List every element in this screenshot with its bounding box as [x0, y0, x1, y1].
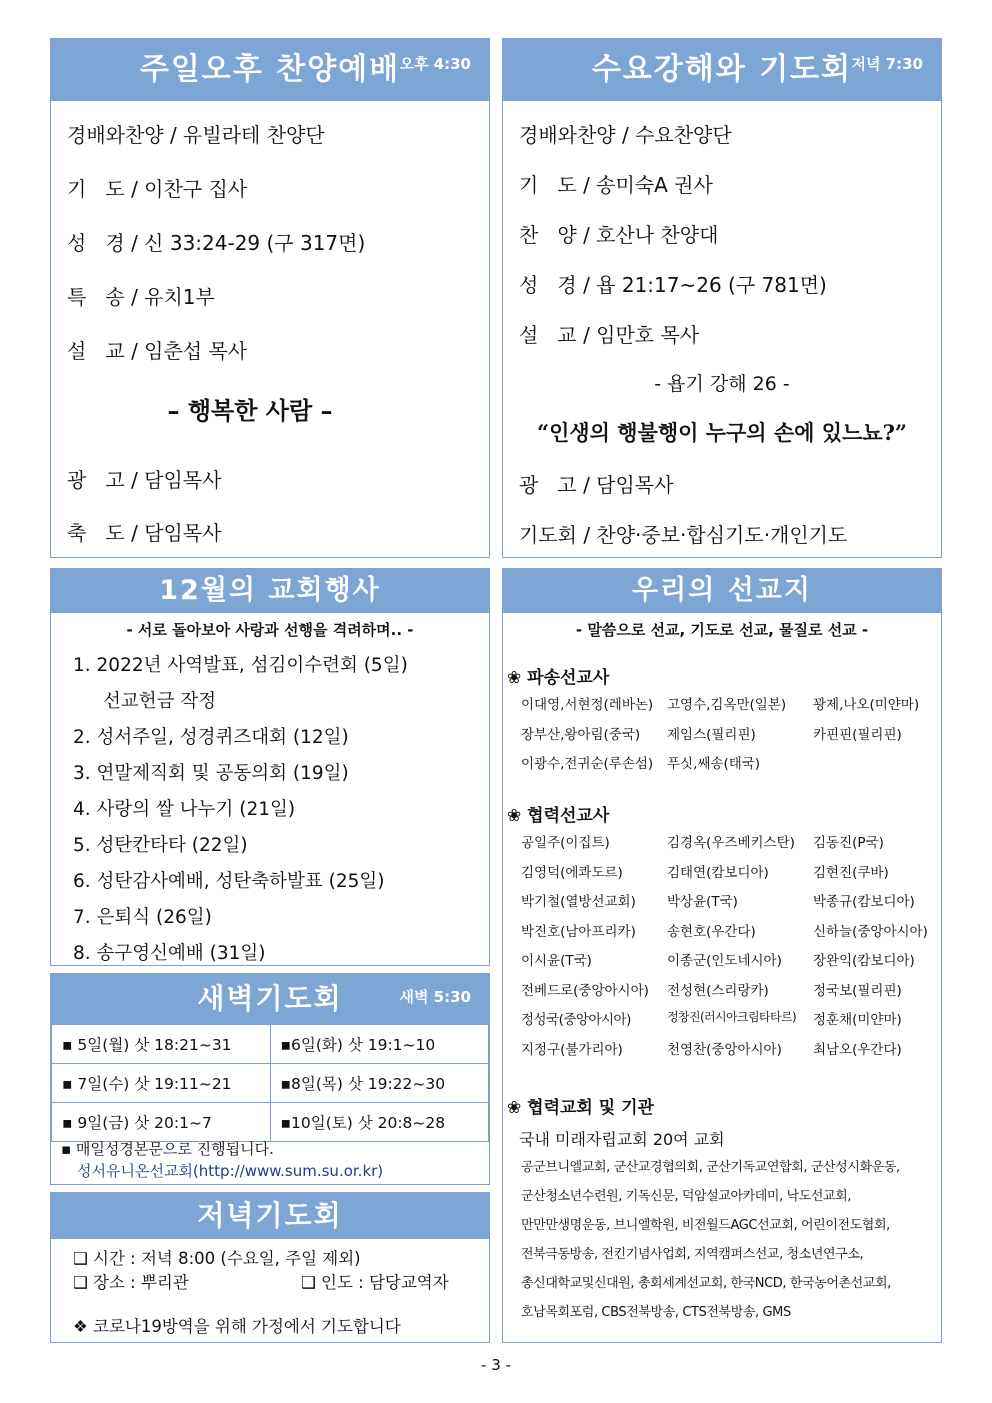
partner-orgs-label: ❀ 협력교회 및 기관 — [507, 1098, 654, 1118]
dawn-prayer-header — [51, 974, 489, 1024]
table-row: 전베드로(중앙아시아) 전성현(스리랑카) 정국보(필리핀) — [521, 982, 902, 999]
sunday-service-header — [51, 39, 489, 101]
sunday-row-special: 특 송 / 유치1부 — [67, 285, 215, 309]
list-item: 전북극동방송, 전킨기념사업회, 지역캠퍼스선교, 청소년연구소, — [521, 1247, 864, 1262]
evening-prayer-title: 저녁기도회 — [197, 1199, 343, 1232]
table-row — [52, 1103, 489, 1142]
evening-time: ❑ 시간 : 저녁 8:00 (수요일, 주일 제외) — [73, 1249, 361, 1268]
dawn-note: ▪ 매일성경본문으로 진행됩니다. — [61, 1140, 274, 1158]
table-row: 정성국(중앙아시아) 정창진(러시아크림타타르) 정훈채(미얀마) — [521, 1010, 902, 1028]
wednesday-service-title: 수요강해와 기도회 — [591, 52, 853, 87]
wednesday-row-prayer-meeting: 기도회 / 찬양·중보·합심기도·개인기도 — [519, 523, 848, 547]
table-row: 이대영,서현정(레바논) 고영수,김옥만(일본) 꽝제,나오(미얀마) — [521, 697, 920, 713]
dawn-prayer-box — [50, 973, 490, 1185]
evening-prayer-header — [51, 1193, 489, 1239]
evening-covid-note: ❖ 코로나19방역을 위해 가정에서 기도합니다 — [73, 1317, 401, 1336]
table-cell: ▪ 9일(금) 삿 20:1~7 — [52, 1103, 271, 1142]
table-row: 박진호(남아프리카) 송현호(우간다) 신하늘(중앙아시아) — [521, 923, 928, 940]
list-item: 7. 은퇴식 (26일) — [73, 907, 212, 928]
list-item: 8. 송구영신예배 (31일) — [73, 943, 266, 964]
wednesday-series: - 욥기 강해 26 - — [654, 373, 790, 395]
list-item: 총신대학교및신대원, 총회세계선교회, 한국NCD, 한국농어촌선교회, — [521, 1276, 891, 1291]
wednesday-service-box — [502, 38, 942, 558]
missions-header — [503, 569, 941, 613]
table-cell: ▪ 7일(수) 삿 19:11~21 — [52, 1064, 271, 1103]
events-subtitle: - 서로 돌아보아 사랑과 선행을 격려하며.. - — [126, 621, 414, 639]
list-item: 5. 성탄칸타타 (22일) — [73, 835, 248, 856]
list-item: 만만만생명운동, 브니엘학원, 비전월드AGC선교회, 어린이전도협회, — [521, 1218, 890, 1233]
sunday-service-title: 주일오후 찬양예배 — [139, 52, 401, 87]
wednesday-row-scripture: 성 경 / 욥 21:17~26 (구 781면) — [519, 273, 827, 297]
dawn-prayer-title: 새벽기도회 — [197, 982, 343, 1015]
list-item: 2. 성서주일, 성경퀴즈대회 (12일) — [73, 727, 349, 748]
wednesday-row-prayer: 기 도 / 송미숙A 권사 — [519, 173, 713, 197]
table-cell: ▪8일(목) 삿 19:22~30 — [270, 1064, 489, 1103]
table-row — [52, 1025, 489, 1064]
table-cell: ▪10일(토) 삿 20:8~28 — [270, 1103, 489, 1142]
wednesday-row-praise: 경배와찬양 / 수요찬양단 — [519, 123, 732, 147]
page-number: - 3 - — [481, 1356, 511, 1374]
table-row: 박기철(열방선교회) 박상윤(T국) 박종규(캄보디아) — [521, 894, 915, 910]
sunday-service-box — [50, 38, 490, 558]
coop-missionaries-label: ❀ 협력선교사 — [507, 806, 610, 826]
wednesday-row-notice: 광 고 / 담임목사 — [519, 473, 674, 497]
dawn-link[interactable]: 성서유니온선교회(http://www.sum.su.or.kr) — [77, 1162, 384, 1180]
list-item: 1. 2022년 사역발표, 섬김이수련회 (5일) 선교헌금 작정 — [73, 655, 408, 712]
sunday-service-time: 오후 4:30 — [399, 55, 471, 73]
coop-missionaries-grid — [521, 831, 959, 1067]
sunday-row-benediction: 축 도 / 담임목사 — [67, 521, 222, 545]
events-list — [51, 648, 489, 972]
list-item: 3. 연말제직회 및 공동의회 (19일) — [73, 763, 349, 784]
wednesday-row-sermon: 설 교 / 임만호 목사 — [519, 323, 700, 347]
sunday-sermon-title: – 행복한 사람 – — [167, 396, 333, 425]
list-item: 군산청소년수련원, 기독신문, 덕암설교아카데미, 낙도선교회, — [521, 1189, 852, 1204]
wednesday-sermon-title: “인생의 행불행이 누구의 손에 있느뇨?” — [537, 420, 907, 445]
table-cell: ▪6일(화) 삿 19:1~10 — [270, 1025, 489, 1064]
sunday-row-sermon: 설 교 / 임춘섭 목사 — [67, 339, 248, 363]
list-item: 6. 성탄감사예배, 성탄축하발표 (25일) — [73, 871, 385, 892]
missions-title: 우리의 선교지 — [632, 575, 812, 606]
table-row: 지정구(불가리아) 천영찬(중앙아시아) 최남오(우간다) — [521, 1041, 902, 1058]
evening-place: ❑ 장소 : 뿌리관 — [73, 1273, 189, 1292]
wednesday-service-time: 저녁 7:30 — [851, 55, 923, 73]
list-item: 공군브니엘교회, 군산교경협의회, 군산기독교연합회, 군산성시화운동, — [521, 1160, 900, 1175]
missions-subtitle: - 말씀으로 선교, 기도로 선교, 물질로 선교 - — [575, 621, 869, 639]
wednesday-row-choir: 찬 양 / 호산나 찬양대 — [519, 223, 719, 247]
events-box — [50, 568, 490, 966]
sunday-row-praise: 경배와찬양 / 유빌라테 찬양단 — [67, 123, 325, 147]
table-row: 이시윤(T국) 이종군(인도네시아) 장완익(캄보디아) — [521, 953, 915, 969]
events-header — [51, 569, 489, 613]
partner-orgs-intro: 국내 미래자립교회 20여 교회 — [519, 1130, 725, 1149]
sunday-row-scripture: 성 경 / 신 33:24-29 (구 317면) — [67, 231, 366, 255]
table-row: 이광수,전귀순(루손섬) 푸싯,쌔송(태국) — [521, 756, 761, 772]
evening-leader: ❑ 인도 : 담당교역자 — [301, 1273, 449, 1292]
dawn-prayer-time: 새벽 5:30 — [399, 988, 471, 1006]
table-cell: ▪ 5일(월) 삿 18:21~31 — [52, 1025, 271, 1064]
missions-box — [502, 568, 942, 1343]
wednesday-service-header — [503, 39, 941, 101]
partner-orgs-list — [521, 1153, 900, 1327]
sunday-row-prayer: 기 도 / 이찬구 집사 — [67, 177, 248, 201]
sent-missionaries-label: ❀ 파송선교사 — [507, 668, 610, 688]
sent-missionaries-grid — [521, 693, 959, 782]
list-item: 호남목회포럼, CBS전북방송, CTS전북방송, GMS — [521, 1305, 791, 1320]
evening-prayer-box — [50, 1192, 490, 1343]
table-row — [52, 1064, 489, 1103]
table-row: 김영덕(에콰도르) 김태연(캄보디아) 김현진(쿠바) — [521, 864, 889, 881]
list-item: 4. 사랑의 쌀 나누기 (21일) — [73, 799, 296, 820]
table-row: 공일주(이집트) 김경옥(우즈베키스탄) 김동진(P국) — [521, 835, 884, 851]
events-title: 12월의 교회행사 — [159, 575, 381, 606]
table-row: 장부산,왕아림(중국) 제임스(필리핀) 카핀핀(필리핀) — [521, 726, 902, 743]
sunday-row-notice: 광 고 / 담임목사 — [67, 468, 222, 492]
dawn-schedule-table — [51, 1024, 489, 1142]
